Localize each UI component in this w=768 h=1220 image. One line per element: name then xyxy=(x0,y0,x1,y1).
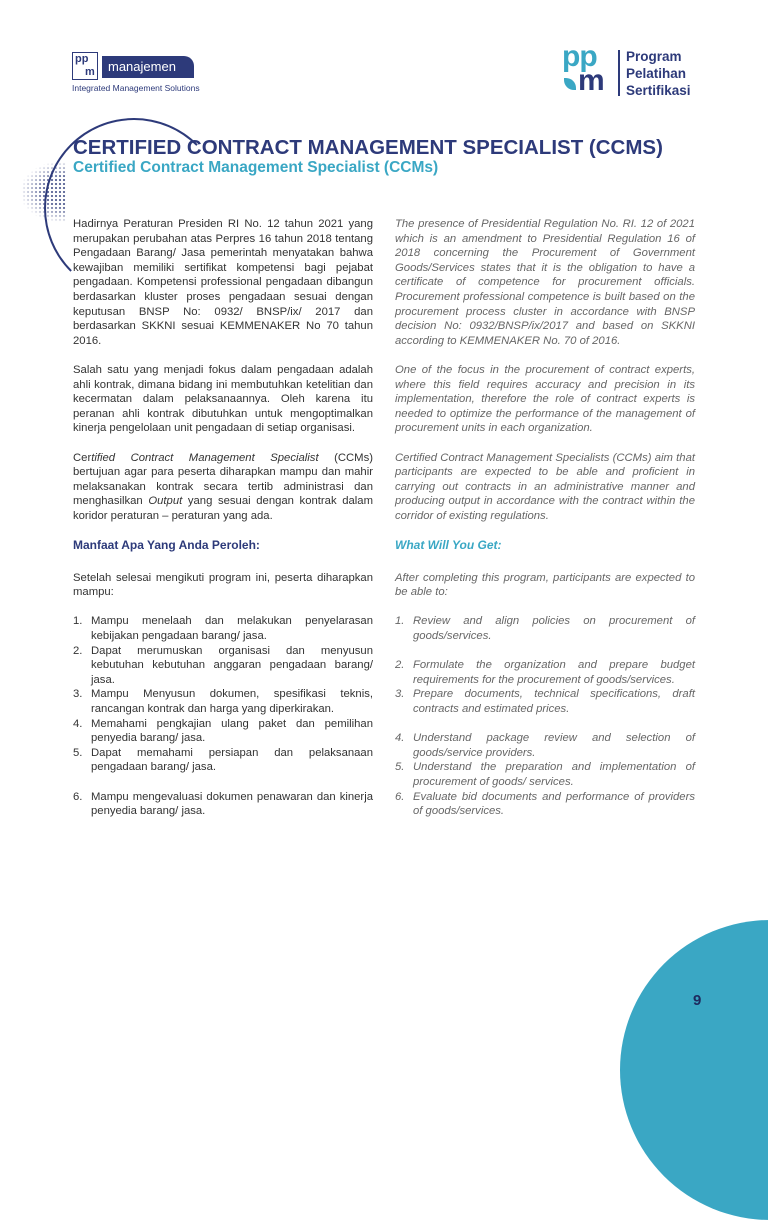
ppm-manajemen-logo xyxy=(72,52,202,96)
list-item: 6. Mampu mengevaluasi dokumen penawaran dan kinerja penyedia barang/ jasa. xyxy=(73,790,373,818)
en-paragraph-1: The presence of Presidential Regulation No. RI. 12 of 2021 which is an amendment to Presidential Regulation 16 of 2018 concerning the Procurement of Government Goods/Services states that it is the obligation to have a certificate of competence for procurement officials. Procurement professional competence is built based on the procurement process cluster in accordance with BNSP decision No: 0932/BNSP/ix/2017 and based on SKKNI according to KEMMENAKER No. 70 of 2016. xyxy=(395,218,695,347)
logo-line-2: Pelatihan xyxy=(626,66,687,81)
list-item: 1. Review and align policies on procurement of goods/services. xyxy=(395,615,695,643)
page-title: CERTIFIED CONTRACT MANAGEMENT SPECIALIST (CCMS) xyxy=(73,136,663,159)
id-paragraph-1: Hadirnya Peraturan Presiden RI No. 12 tahun 2021 yang merupakan perubahan atas Perpres 16 tahun 2018 tentang Pengadaan Barang/ Jasa pemerintah menyatakan bahwa kewajiban memiliki sertifikat kompetensi bagi pejabat pengadaan. Kompetensi professional pengadaan dibangun berdasarkan kluster proses pengadaan sesuai dengan keputusan BNSP No: 0932/ BNSP/ix/ 2017 dan berdasarkan SKKNI sesuai KEMMENAKER No 70 tahun 2016. xyxy=(73,218,373,347)
list-item: 5. Understand the preparation and implementation of procurement of goods/ services. xyxy=(395,761,695,788)
list-item: 5. Dapat memahami persiapan dan pelaksanaan pengadaan barang/ jasa. xyxy=(73,746,373,774)
logo-line-1: Program xyxy=(626,49,682,64)
list-item: 4. Memahami pengkajian ulang paket dan pemilihan penyedia barang/ jasa. xyxy=(73,717,373,745)
id-benefits-intro: Setelah selesai mengikuti program ini, peserta diharapkan mampu: xyxy=(73,571,373,599)
logo-box-top: pp xyxy=(75,53,89,65)
logo-m: m xyxy=(578,64,605,97)
program-pelatihan-logo xyxy=(562,40,712,100)
indonesian-column xyxy=(73,217,373,819)
id-paragraph-3: Certified Contract Management Specialist (CCMs) bertujuan agar para peserta diharapkan mampu dan mahir melaksanakan kontrak secara tertib administrasi dan menghasilkan Output yang sesuai dengan kontrak dalam koridor peraturan – peraturan yang ada. xyxy=(73,451,373,522)
page-subtitle: Certified Contract Management Specialist (CCMs) xyxy=(73,159,439,176)
list-item: 1. Mampu menelaah dan melakukan penyelarasan kebijakan pengadaan barang/ jasa. xyxy=(73,615,373,643)
logo-tagline: Integrated Management Solutions xyxy=(72,83,200,93)
page-number: 9 xyxy=(693,992,702,1009)
leaf-icon xyxy=(564,78,576,90)
list-item: 2. Formulate the organization and prepare budget requirements for the procurement of goods/services. xyxy=(395,659,695,686)
logo-word: manajemen xyxy=(102,56,194,78)
list-item: 2. Dapat merumuskan organisasi dan menyusun kebutuhan kebutuhan anggaran pengadaan barang/ jasa. xyxy=(73,644,373,686)
logo-divider xyxy=(618,50,620,96)
list-item: 4. Understand package review and selection of goods/service providers. xyxy=(395,732,695,759)
logo-text xyxy=(626,48,691,99)
english-column xyxy=(395,217,695,819)
en-paragraph-2: One of the focus in the procurement of contract experts, where this field requires accuracy and precision in its implementation, therefore the role of contract experts is needed to optimize the performance of the management of procurement units in each organization. xyxy=(395,363,695,435)
id-paragraph-2: Salah satu yang menjadi fokus dalam pengadaan adalah ahli kontrak, dimana bidang ini membutuhkan ketelitian dan kecermatan dalam pelaksanaannya. Oleh karena itu peranan ahli kontrak dibutuhkan untuk mengoptimalkan kinerja pengelolaan unit pengadaan di setiap organisasi. xyxy=(73,363,373,435)
logo-box-bottom: m xyxy=(85,66,95,78)
ppm-logo-box xyxy=(72,52,98,80)
en-paragraph-3: Certified Contract Management Specialists (CCMs) aim that participants are expected to be able and proficient in carrying out contracts in an administrative manner and producing output in accordance with the contract within the corridor of existing regulations. xyxy=(395,451,695,522)
en-benefits-intro: After completing this program, participants are expected to be able to: xyxy=(395,571,695,599)
list-item: 3. Mampu Menyusun dokumen, spesifikasi teknis, rancangan kontrak dan harga yang diperkirakan. xyxy=(73,688,373,715)
list-item: 3. Prepare documents, technical specifications, draft contracts and estimated prices. xyxy=(395,688,695,715)
decorative-dot-pattern xyxy=(22,162,66,222)
id-benefits-list xyxy=(73,614,373,818)
decorative-corner xyxy=(620,920,768,1220)
id-benefits-heading: Manfaat Apa Yang Anda Peroleh: xyxy=(73,538,260,553)
en-benefits-list xyxy=(395,614,695,818)
en-benefits-heading: What Will You Get: xyxy=(395,538,502,553)
logo-line-3: Sertifikasi xyxy=(626,83,691,98)
list-item: 6. Evaluate bid documents and performance of providers of goods/services. xyxy=(395,790,695,818)
logo-pp: pp xyxy=(562,40,597,73)
